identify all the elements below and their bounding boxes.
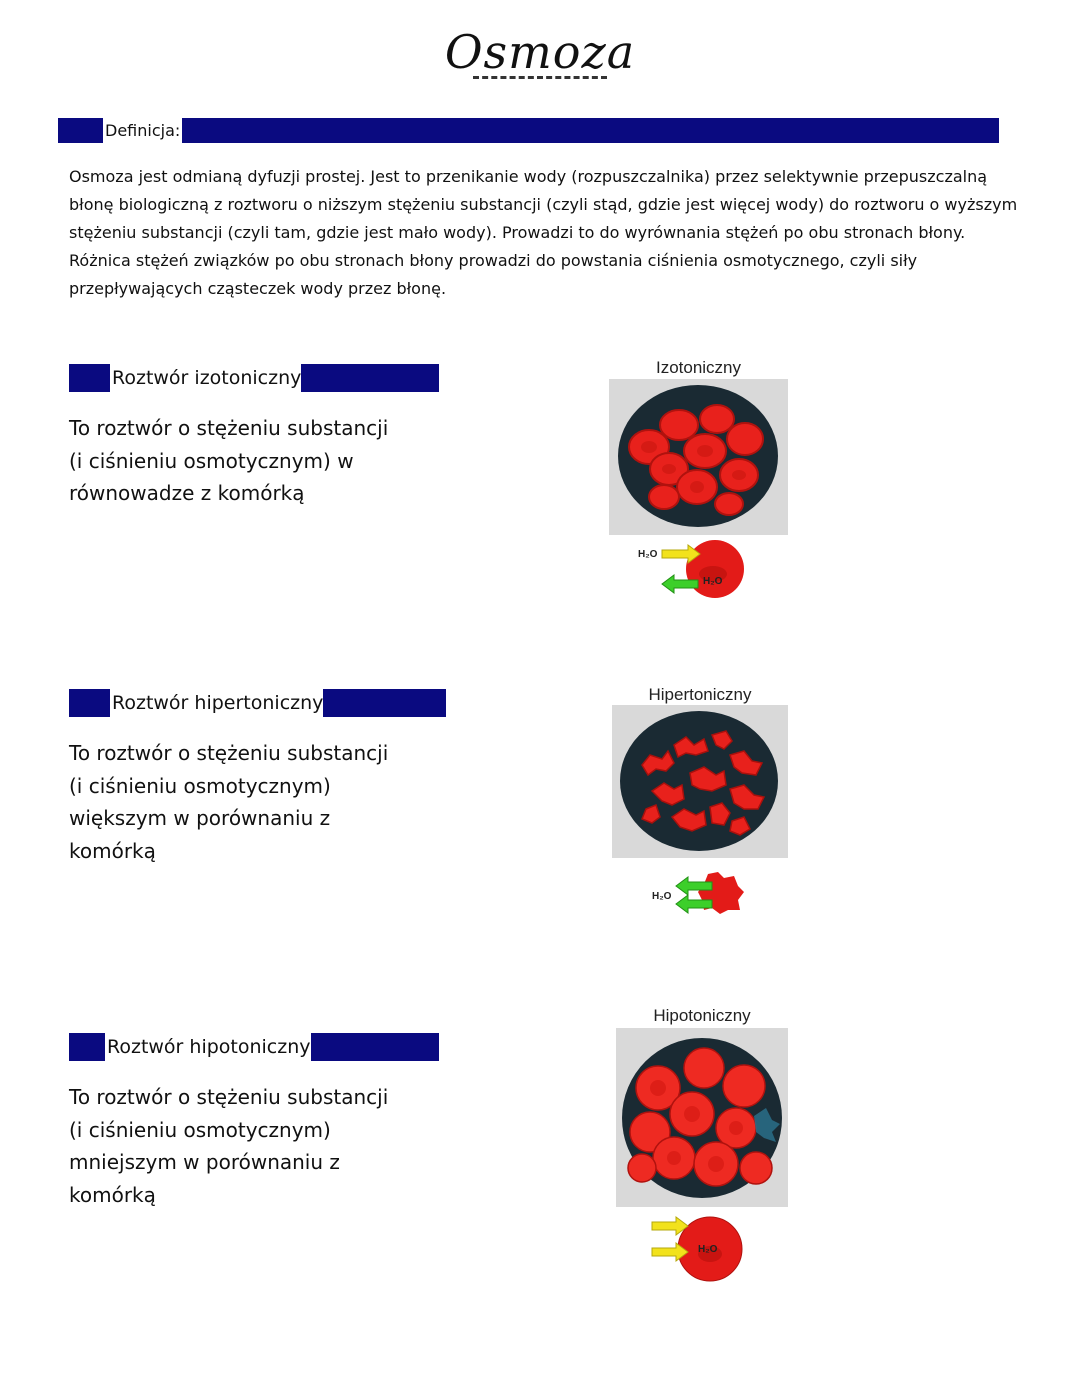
hypertonic-cell-arrows (652, 868, 748, 916)
isotonic-cells-illustration (609, 379, 788, 535)
hypertonic-line-1: To roztwór o stężeniu substancji (69, 741, 389, 765)
hypotonic-heading: Roztwór hipotoniczny (105, 1033, 311, 1061)
definition-highlight-bar (58, 118, 999, 143)
isotonic-line-2: (i ciśnieniu osmotycznym) w (69, 448, 354, 473)
hypotonic-line-3: mniejszym w porównaniu z (69, 1150, 340, 1174)
hypertonic-osmosis-diagram (652, 868, 748, 916)
isotonic-water-label: H₂O (638, 549, 658, 560)
hypotonic-cell-arrows (650, 1214, 745, 1282)
hypotonic-line-1: To roztwór o stężeniu substancji (69, 1085, 389, 1109)
isotonic-description (69, 412, 409, 510)
hypotonic-figure-title: Hipotoniczny (653, 1006, 751, 1025)
hypertonic-line-3: większym w porównaniu z (69, 806, 331, 830)
hypotonic-water-label-inside: H₂O (698, 1244, 718, 1255)
hypotonic-osmosis-diagram (650, 1214, 745, 1282)
hypotonic-cells-illustration (616, 1028, 788, 1207)
hypertonic-description (69, 737, 409, 867)
hypertonic-line-4: komórką (69, 838, 156, 863)
isotonic-cell-arrows (636, 540, 751, 598)
isotonic-heading: Roztwór izotoniczny (110, 364, 301, 392)
isotonic-water-label-inside: H₂O (703, 576, 723, 587)
page-title: Osmoza (444, 25, 636, 79)
isotonic-line-1: To roztwór o stężeniu substancji (69, 416, 389, 440)
isotonic-figure-title: Izotoniczny (655, 358, 742, 377)
hypertonic-figure-title: Hipertoniczny (648, 685, 752, 704)
isotonic-osmosis-diagram (636, 540, 751, 598)
hypotonic-description (69, 1081, 409, 1211)
hypotonic-line-4: komórką (69, 1182, 156, 1207)
definition-label: Definicja: (103, 118, 182, 143)
hypertonic-figure (612, 705, 788, 858)
hypotonic-figure (616, 1028, 788, 1207)
isotonic-line-3: równowadze z komórką (69, 481, 305, 505)
title-underline (473, 76, 607, 79)
hypertonic-line-2: (i ciśnieniu osmotycznym) (69, 773, 331, 798)
hypertonic-water-label: H₂O (652, 891, 672, 902)
hypertonic-cells-illustration (612, 705, 788, 858)
definition-text: Osmoza jest odmianą dyfuzji prostej. Jest to przenikanie wody (rozpuszczalnika) przez selektywnie przepuszczalną błonę biologiczną z roztworu o niższym stężeniu substancji (czyli stąd, gdzie jest więcej wody) do roztworu o wyższym stężeniu substancji (czyli tam, gdzie jest mało wody). Prowadzi to do wyrównania stężeń po obu stronach błony. Różnica stężeń związków po obu stronach błony prowadzi do powstania ciśnienia osmotycznego, czyli siły przepływających cząsteczek wody przez błonę. (69, 167, 1018, 298)
isotonic-figure (609, 379, 788, 535)
hypertonic-heading: Roztwór hipertoniczny (110, 689, 323, 717)
hypotonic-line-2: (i ciśnieniu osmotycznym) (69, 1117, 331, 1142)
